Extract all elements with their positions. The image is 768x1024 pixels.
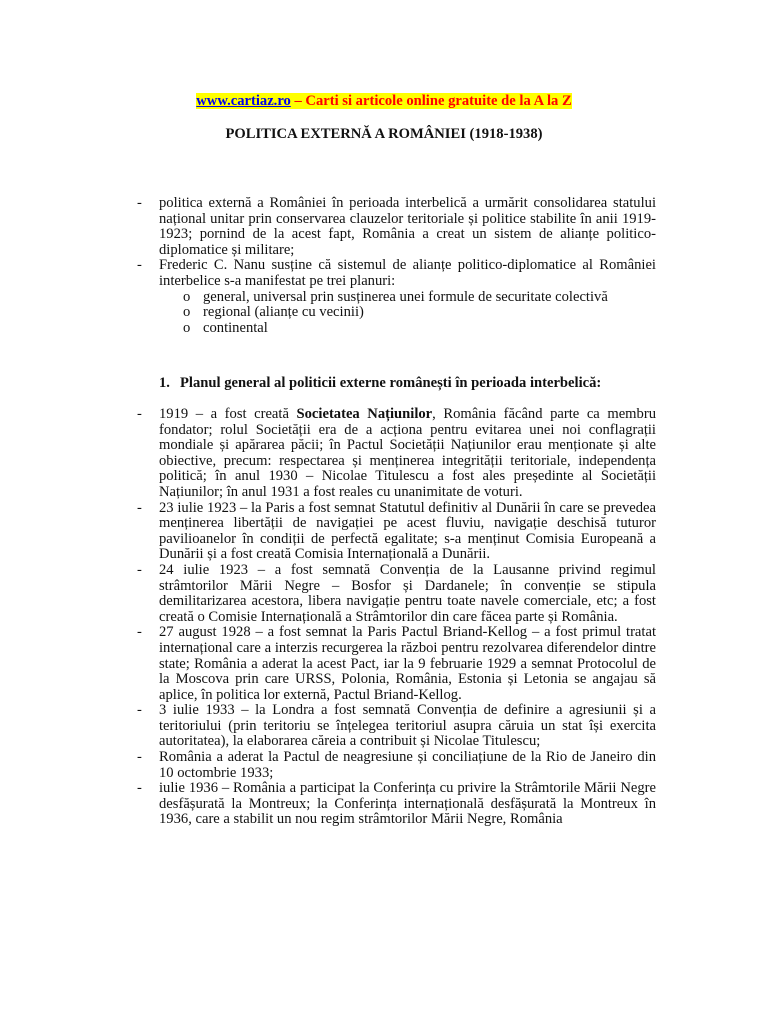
item-text-bold: Societatea Națiunilor bbox=[296, 406, 433, 422]
sub-item-text: regional (alianțe cu vecinii) bbox=[203, 304, 364, 321]
item-text: 3 iulie 1933 – la Londra a fost semnată Convenția de definire a agresiunii și a teritoriului (prin teritoriu se înțelegea teritoriul asupra căruia un stat își exercita autoritatea), la elaborarea căreia a contribuit și Nicolae Titulescu; bbox=[159, 702, 656, 750]
site-link[interactable]: www.cartiaz.ro bbox=[196, 93, 291, 109]
list-item bbox=[0, 750, 656, 781]
item-text-rest: , România făcând parte ca membru fondator; rolul Societății era de a acționa pentru evitarea unei noi conflagrații mondiale și apărarea păcii; în Pactul Societății Națiunilor erau menționate și alte obiective, precum: respectarea și menținerea integrității teritoriale, independența politică; în anul 1930 – Nicolae Titulescu a fost ales președinte al Societății Națiunilor; în anul 1931 a fost reales cu unanimitate de voturi. bbox=[159, 406, 656, 500]
item-text: politica externă a României în perioada interbelică a urmărit consolidarea statului național unitar prin conservarea clauzelor teritoriale și politice stabilite în anii 1919-1923; pornind de la acest fapt, România a creat un sistem de alianțe politico-diplomatice și militare; bbox=[159, 195, 656, 258]
site-banner bbox=[0, 93, 768, 109]
sub-item-text: continental bbox=[203, 319, 268, 336]
sub-item-text: general, universal prin susținerea unei formule de securitate colectivă bbox=[203, 288, 608, 305]
list-item bbox=[0, 258, 656, 289]
events-list bbox=[0, 407, 768, 828]
circle-bullet-icon: o bbox=[183, 304, 191, 321]
item-text: România a aderat la Pactul de neagresiune și conciliațiune de la Rio de Janeiro din 10 octombrie 1933; bbox=[159, 749, 656, 781]
item-text: 27 august 1928 – a fost semnat la Paris Pactul Briand-Kellog – a fost primul tratat internațional care a interzis recurgerea la război pentru rezolvarea diferendelor dintre state; România a aderat la acest Pact, iar la 9 februarie 1929 a semnat Protocolul de la Moscova prin care URSS, Polonia, România, Estonia și Letonia se angajau să aplice, în politica lor externă, Pactul Briand-Kellog. bbox=[159, 624, 656, 703]
page-title: POLITICA EXTERNĂ A ROMÂNIEI (1918-1938) bbox=[225, 126, 543, 142]
sub-list-item bbox=[0, 290, 656, 306]
list-item bbox=[0, 563, 656, 625]
section-title: Planul general al politicii externe românești în perioada interbelică: bbox=[180, 375, 602, 391]
item-text: Frederic C. Nanu susține că sistemul de alianțe politico-diplomatice al României interbelice s-a manifestat pe trei planuri: bbox=[159, 257, 656, 289]
item-text: iulie 1936 – România a participat la Conferința cu privire la Strâmtorile Mării Negre desfășurată la Montreux; la Conferința internațională desfășurată la Montreux în 1936, care a stabilit un nou regim strâmtorilor Mării Negre, România bbox=[159, 780, 656, 828]
item-text-lead: 1919 – a fost creată bbox=[159, 406, 297, 422]
circle-bullet-icon: o bbox=[183, 288, 191, 305]
dash-marker: - bbox=[137, 195, 142, 211]
dash-marker: - bbox=[137, 561, 142, 578]
circle-bullet-icon: o bbox=[183, 319, 191, 336]
list-item bbox=[0, 501, 656, 563]
section-number: 1. bbox=[159, 375, 170, 391]
list-item bbox=[0, 407, 656, 501]
section-heading bbox=[159, 375, 601, 391]
list-item bbox=[0, 781, 656, 828]
list-item bbox=[0, 703, 656, 750]
dash-marker: - bbox=[137, 257, 142, 274]
item-text: 23 iulie 1923 – la Paris a fost semnat Statutul definitiv al Dunării în care se prevedea menținerea libertății de navigației pe acest fluviu, navigație deschisă tuturor pavilioanelor în condiții de perfectă egalitate; s-a menținut Comisia Europeană a Dunării și a fost creată Comisia Internațională a Dunării. bbox=[159, 499, 656, 563]
list-item bbox=[0, 196, 656, 258]
dash-marker: - bbox=[137, 499, 142, 516]
dash-marker: - bbox=[137, 624, 142, 641]
intro-list bbox=[0, 196, 768, 336]
item-text: 24 iulie 1923 – a fost semnată Convenția de la Lausanne privind regimul strâmtorilor Mării Negre – Bosfor și Dardanele; în convenție se stipula demilitarizarea acestora, libera navigație pentru toate navele comerciale, etc; a fost creată o Comisie Internațională a Strâmtorilor din care făcea parte și România. bbox=[159, 561, 656, 625]
dash-marker: - bbox=[137, 406, 142, 422]
sub-list-item bbox=[0, 305, 656, 321]
list-item bbox=[0, 625, 656, 703]
dash-marker: - bbox=[137, 702, 142, 719]
site-tagline: – Carti si articole online gratuite de la A la Z bbox=[290, 93, 572, 109]
dash-marker: - bbox=[137, 749, 142, 766]
dash-marker: - bbox=[137, 780, 142, 797]
sub-list-item bbox=[0, 321, 656, 337]
